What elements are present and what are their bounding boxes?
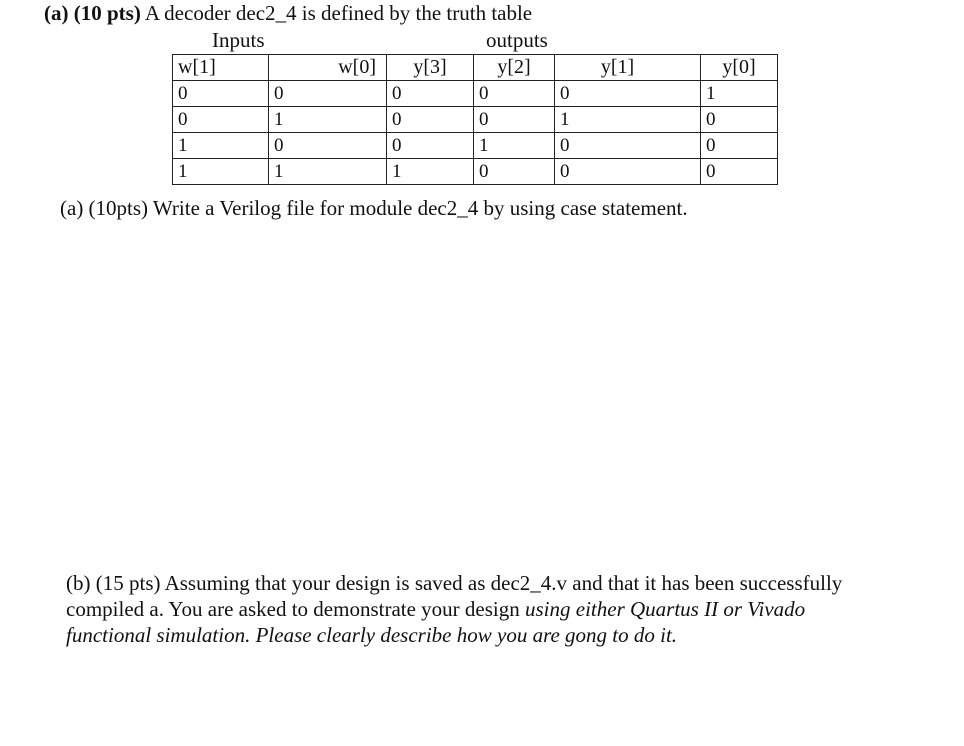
question-a-heading — [44, 1, 532, 25]
truth-table — [172, 54, 778, 185]
cell: 0 — [269, 133, 387, 159]
cell: 0 — [173, 81, 269, 107]
cell: 0 — [387, 81, 474, 107]
header-w1: w[1] — [173, 55, 269, 81]
cell: 0 — [474, 159, 555, 185]
cell: 0 — [701, 133, 778, 159]
cell: 0 — [555, 159, 701, 185]
cell: 1 — [173, 159, 269, 185]
table-row — [173, 159, 778, 185]
header-y2: y[2] — [474, 55, 555, 81]
cell: 1 — [555, 107, 701, 133]
header-y1: y[1] — [555, 55, 701, 81]
cell: 1 — [173, 133, 269, 159]
cell: 0 — [555, 81, 701, 107]
cell: 0 — [474, 81, 555, 107]
table-header-row — [173, 55, 778, 81]
part-b-paragraph — [66, 570, 946, 648]
part-b-line-1: (b) (15 pts) Assuming that your design is saved as dec2_4.v and that it has been successfully — [66, 571, 843, 595]
cell: 0 — [387, 133, 474, 159]
cell: 0 — [387, 107, 474, 133]
outputs-label: outputs — [486, 28, 548, 52]
cell: 1 — [474, 133, 555, 159]
cell: 0 — [701, 159, 778, 185]
question-a-text: A decoder dec2_4 is defined by the truth table — [144, 1, 533, 25]
table-row — [173, 133, 778, 159]
cell: 1 — [269, 107, 387, 133]
part-b-line-2 — [66, 596, 946, 622]
cell: 0 — [173, 107, 269, 133]
cell: 0 — [269, 81, 387, 107]
table-row — [173, 81, 778, 107]
header-w0: w[0] — [269, 55, 387, 81]
cell: 1 — [387, 159, 474, 185]
part-b-line-2-text: compiled a. You are asked to demonstrate your design — [66, 597, 525, 621]
cell: 0 — [701, 107, 778, 133]
header-y3: y[3] — [387, 55, 474, 81]
cell: 0 — [474, 107, 555, 133]
cell: 1 — [701, 81, 778, 107]
cell: 0 — [555, 133, 701, 159]
cell: 1 — [269, 159, 387, 185]
inputs-label: Inputs — [212, 28, 265, 52]
part-a-instruction: (a) (10pts) Write a Verilog file for module dec2_4 by using case statement. — [60, 196, 688, 220]
table-row — [173, 107, 778, 133]
part-b-line-3: functional simulation. Please clearly describe how you are gong to do it. — [66, 623, 678, 647]
header-y0: y[0] — [701, 55, 778, 81]
question-a-label: (a) (10 pts) — [44, 1, 141, 25]
part-b-line-2-italic: using either Quartus II or Vivado — [525, 597, 806, 621]
